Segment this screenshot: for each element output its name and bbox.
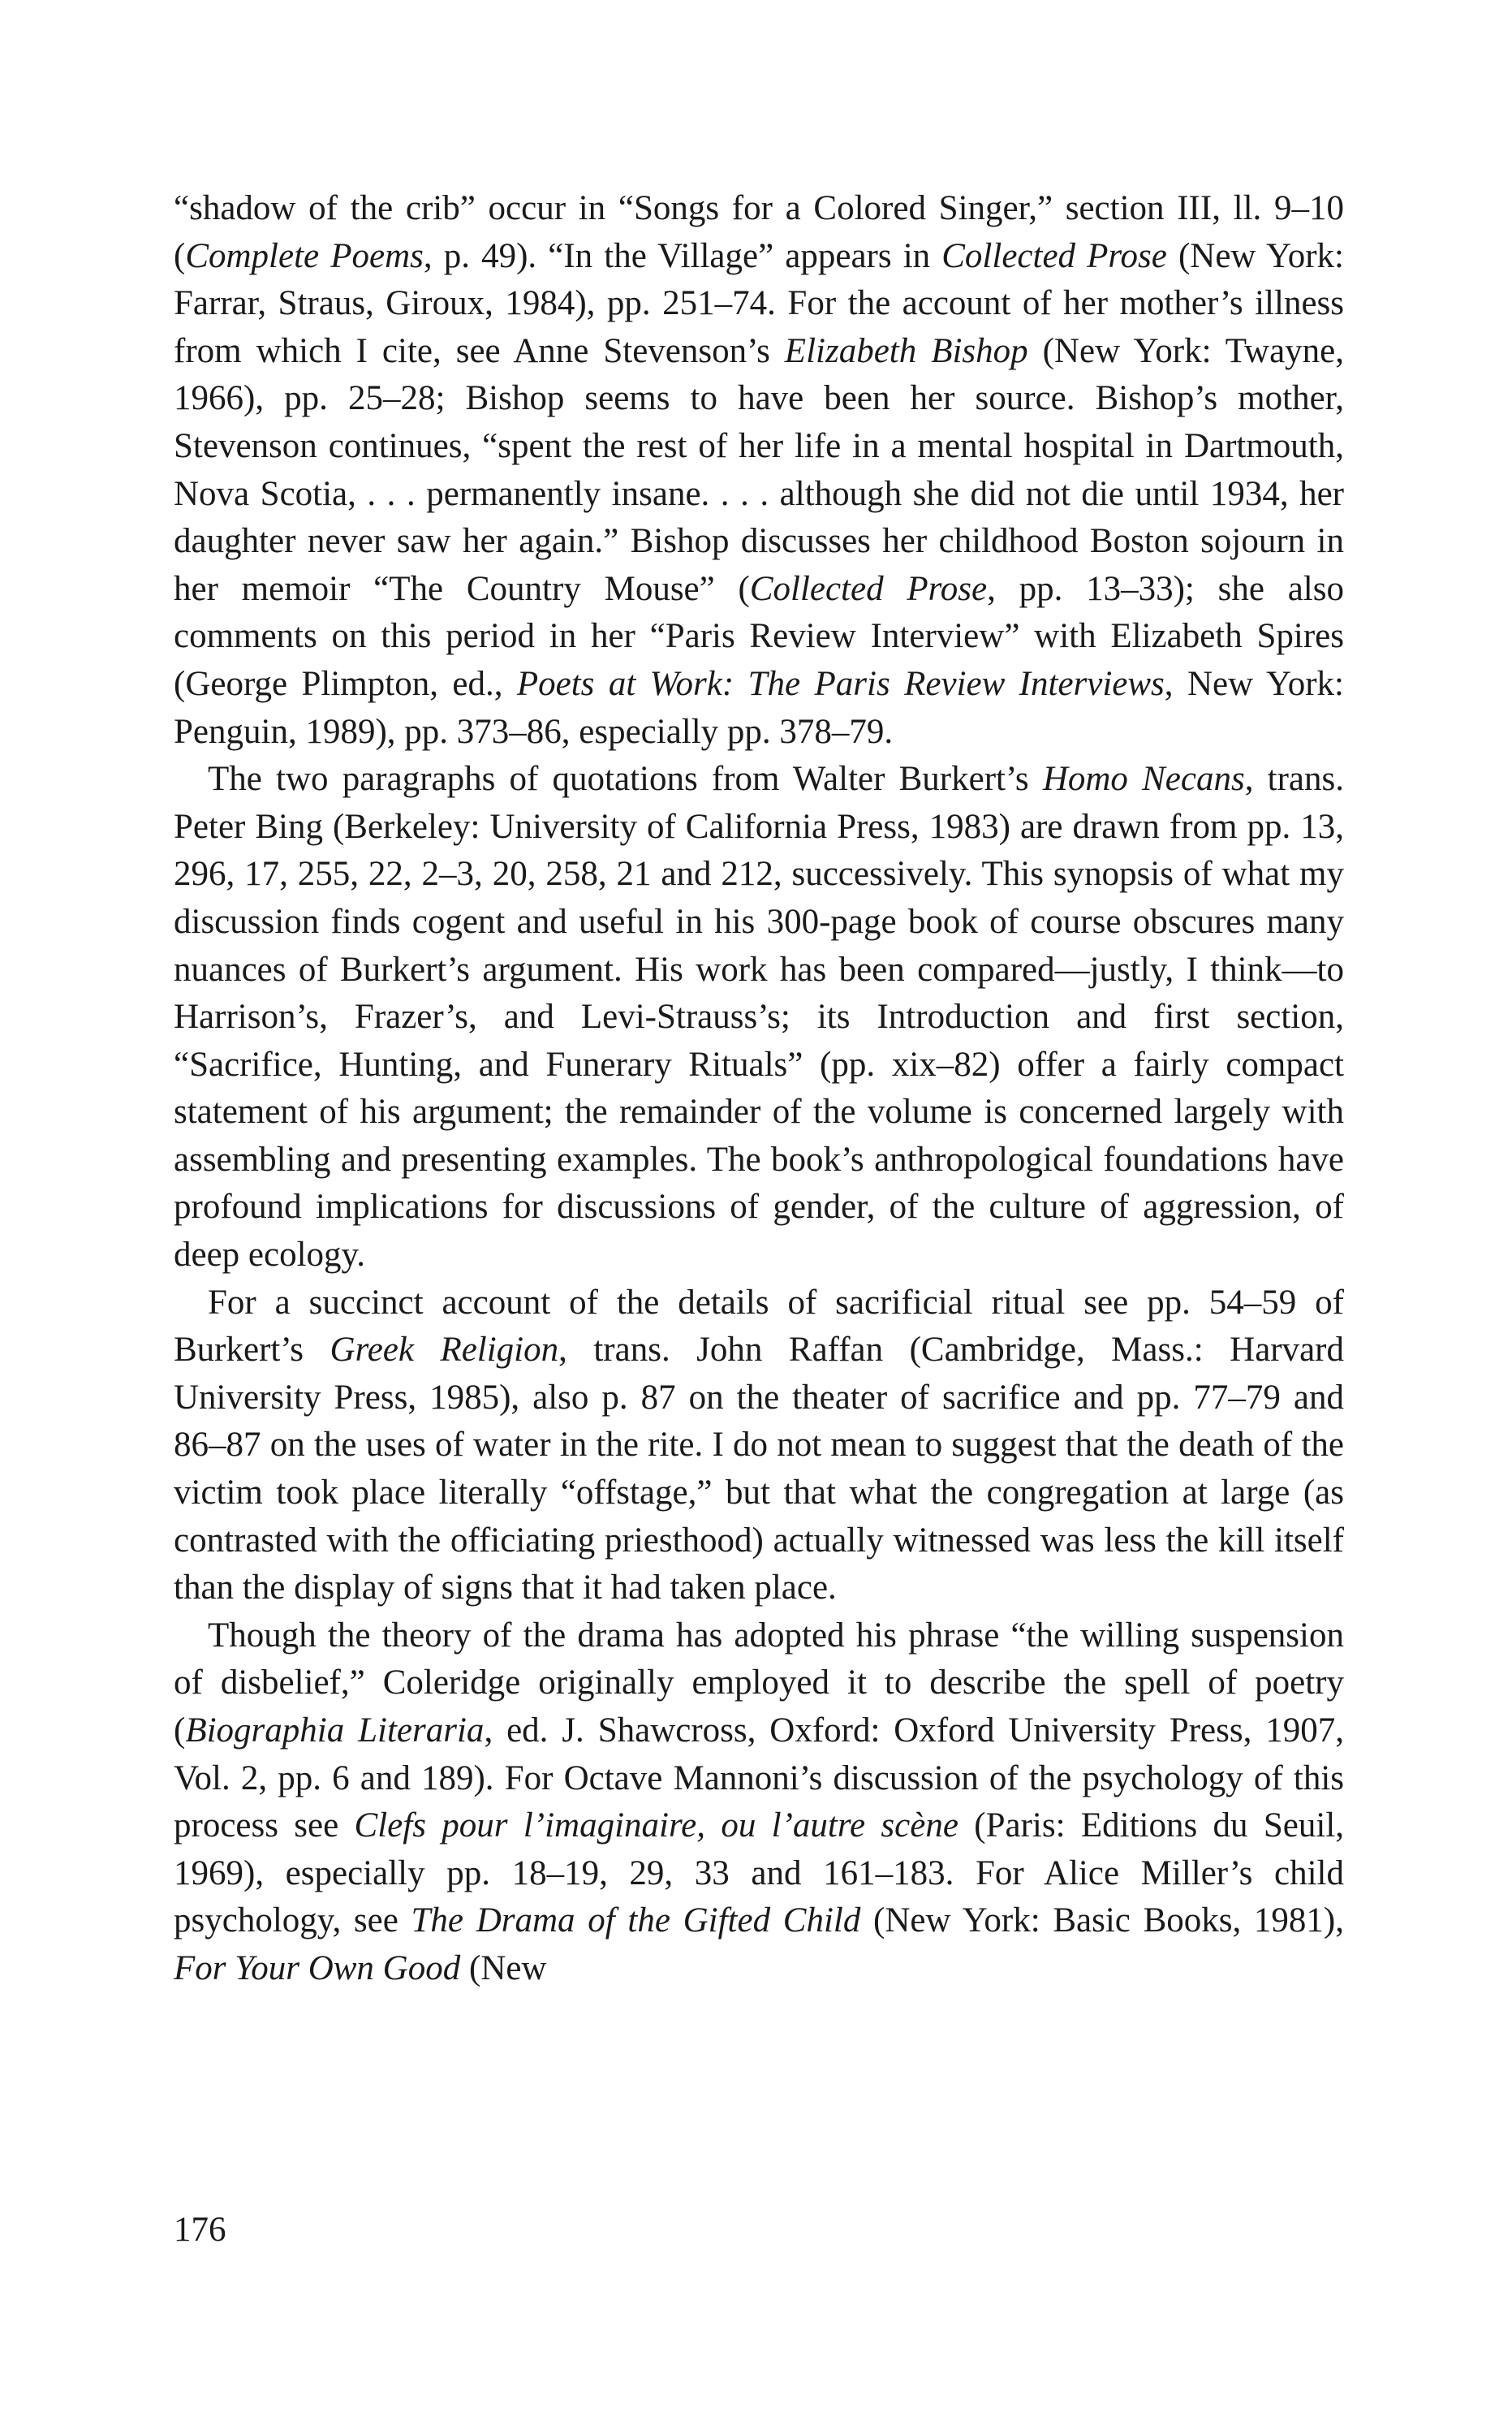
italic-title-run: Clefs pour l’imaginaire, ou l’autre scène	[354, 1806, 958, 1845]
italic-title-run: The Drama of the Gifted Child	[411, 1901, 861, 1940]
italic-title-run: Collected Prose	[749, 569, 988, 608]
text-run: , p. 49). “In the Village” appears in	[423, 236, 942, 275]
note-paragraph-4	[174, 1612, 1344, 1993]
note-paragraph-3	[174, 1279, 1344, 1612]
text-run: (New York: Farrar, Straus, Giroux, 1984), pp. 251–74. For the account of her mother’s illness from which I cite, see Anne Stevenson’s	[174, 236, 1344, 370]
italic-title-run: Poets at Work: The Paris Review Interviews	[516, 664, 1165, 703]
text-run: For a succinct account of the details of sacrificial ritual see pp. 54–59 of Burkert’s	[174, 1283, 1344, 1370]
italic-title-run: Biographia Literaria	[185, 1711, 485, 1750]
italic-title-run: Greek Religion	[330, 1331, 559, 1370]
notes-text-block	[174, 185, 1344, 1993]
note-paragraph-1	[174, 185, 1344, 756]
text-run: , pp. 13–33); she also comments on this period in her “Paris Review Interview” with Elizabeth Spires (George Plimpton, ed.,	[174, 569, 1344, 703]
text-run: , trans. John Raffan (Cambridge, Mass.: Harvard University Press, 1985), also p. 87 on the theater of sacrifice and pp. 77–79 and 86–87 on the uses of water in the rite. I do not mean to suggest that the death of the victim took place literally “offstage,” but that what the congregation at large (as contrasted with the officiating priesthood) actually witnessed was less the kill itself than the display of signs that it had taken place.	[174, 1331, 1345, 1607]
text-run: , trans. Peter Bing (Berkeley: University of California Press, 1983) are drawn from pp. 13, 296, 17, 255, 22, 2–3, 20, 258, 21 and 212, successively. This synopsis of what my discussion finds cogent and useful in his 300-page book of course obscures many nuances of Burkert’s argument. His work has been compared—justly, I think—to Harrison’s, Frazer’s, and Levi-Strauss’s; its Introduction and first section, “Sacrifice, Hunting, and Funerary Rituals” (pp. xix–82) offer a fairly compact statement of his argument; the remainder of the volume is concerned largely with assembling and presenting examples. The book’s anthropological foundations have profound implications for discussions of gender, of the culture of aggression, of deep ecology.	[174, 760, 1344, 1275]
italic-title-run: Complete Poems	[185, 236, 424, 275]
text-run: The two paragraphs of quotations from Walter Burkert’s	[208, 760, 1043, 799]
note-paragraph-2	[174, 756, 1344, 1279]
text-run: , ed. J. Shawcross, Oxford: Oxford University Press, 1907, Vol. 2, pp. 6 and 189). For Octave Mannoni’s discussion of the psychology of this process see	[174, 1711, 1344, 1845]
italic-title-run: Homo Necans	[1042, 760, 1245, 799]
italic-title-run: For Your Own Good	[174, 1948, 461, 1987]
text-run: (Paris: Editions du Seuil, 1969), especially pp. 18–19, 29, 33 and 161–183. For Alice Miller’s child psychology, see	[174, 1806, 1345, 1940]
text-run: (New York: Basic Books, 1981),	[860, 1901, 1344, 1940]
text-run: Though the theory of the drama has adopted his phrase “the willing suspension of disbelief,” Coleridge originally employed it to describe the spell of poetry (	[174, 1616, 1344, 1750]
text-run: , New York: Penguin, 1989), pp. 373–86, especially pp. 378–79.	[174, 664, 1344, 751]
italic-title-run: Elizabeth Bishop	[784, 331, 1028, 370]
text-run: (New York: Twayne, 1966), pp. 25–28; Bishop seems to have been her source. Bishop’s mother, Stevenson continues, “spent the rest of her life in a mental hospital in Dartmouth, Nova Scotia, . . . permanently insane. . . . although she did not die until 1934, her daughter never saw her again.” Bishop discusses her childhood Boston sojourn in her memoir “The Country Mouse” (	[174, 331, 1344, 608]
text-run: “shadow of the crib” occur in “Songs for a Colored Singer,” section III, ll. 9–10 (	[174, 189, 1344, 275]
italic-title-run: Collected Prose	[941, 236, 1167, 275]
page-number: 176	[174, 2211, 226, 2249]
text-run: (New	[460, 1948, 547, 1987]
